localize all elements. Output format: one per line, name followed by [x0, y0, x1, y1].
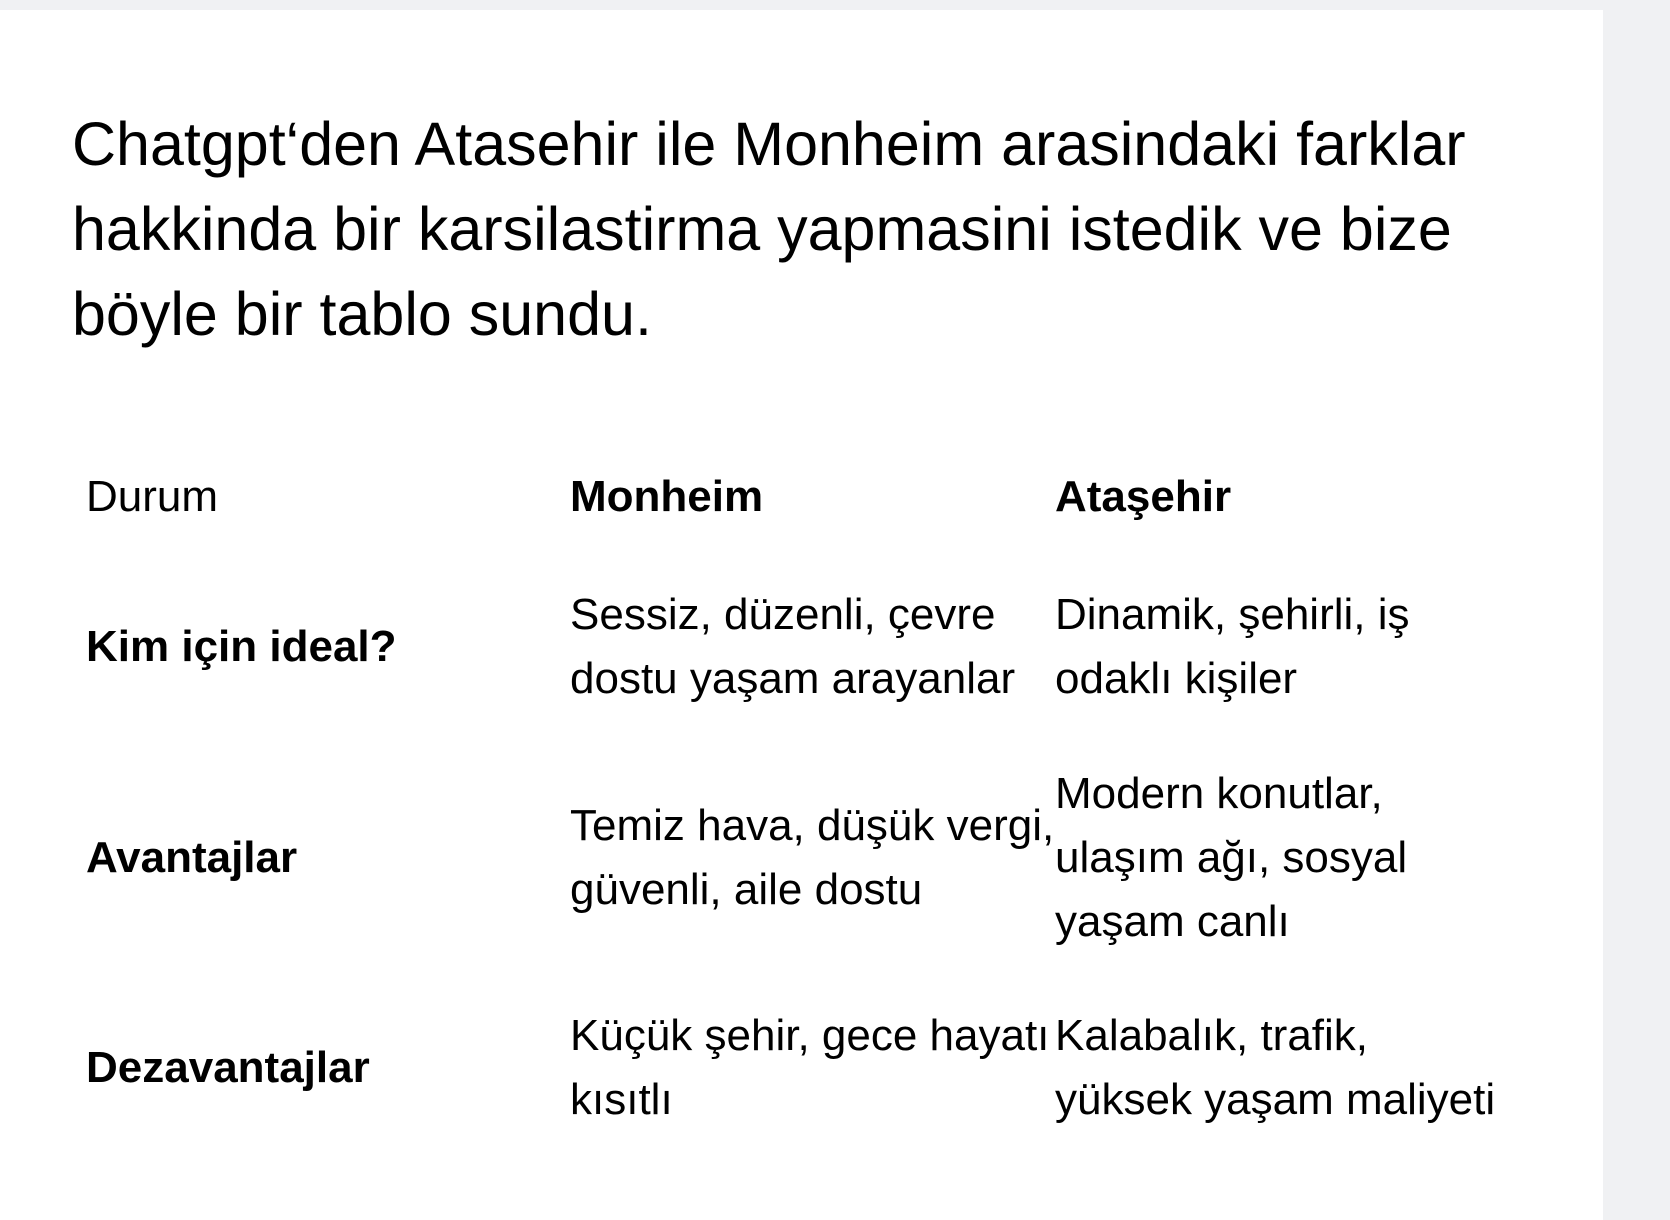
cell-atasehir-advantages: Modern konutlar, ulaşım ağı, sosyal yaşam canlı	[1055, 769, 1408, 946]
row-label-advantages: Avantajlar	[86, 833, 298, 882]
table-row	[86, 963, 1515, 1173]
cell-monheim-disadvantages: Küçük şehir, gece hayatı kısıtlı	[570, 1011, 1050, 1124]
slide	[0, 10, 1603, 1220]
header-durum: Durum	[86, 472, 219, 521]
cell-monheim-advantages: Temiz hava, düşük vergi, güvenli, aile dostu	[570, 801, 1055, 914]
cell-atasehir-ideal: Dinamik, şehirli, iş odaklı kişiler	[1055, 590, 1410, 703]
slide-title: Chatgpt‘den Atasehir ile Monheim arasindaki farklar hakkinda bir karsilastirma yapmasini istedik ve bize böyle bir tablo sundu.	[72, 110, 1466, 348]
header-monheim: Monheim	[570, 472, 764, 521]
table-header-row	[86, 465, 1515, 541]
cell-monheim-ideal: Sessiz, düzenli, çevre dostu yaşam arayanlar	[570, 590, 1016, 703]
cell-atasehir-disadvantages: Kalabalık, trafik, yüksek yaşam maliyeti	[1055, 1011, 1496, 1124]
header-atasehir: Ataşehir	[1055, 472, 1232, 521]
row-label-ideal: Kim için ideal?	[86, 622, 397, 671]
table-row	[86, 753, 1515, 963]
comparison-table	[86, 465, 1515, 1173]
table-row	[86, 541, 1515, 753]
row-label-disadvantages: Dezavantajlar	[86, 1043, 370, 1092]
